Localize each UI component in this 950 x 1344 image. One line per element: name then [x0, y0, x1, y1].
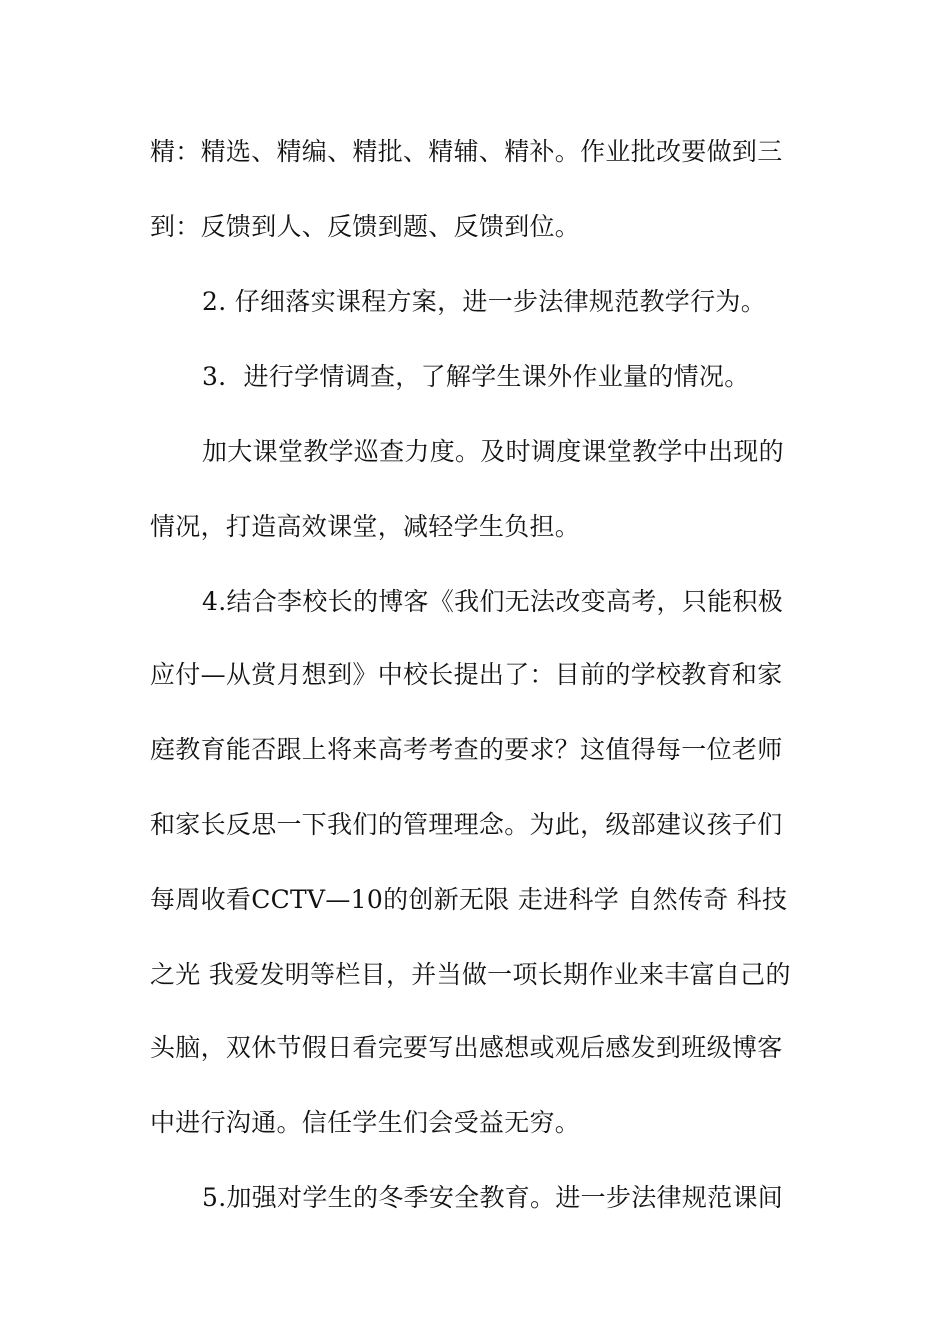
text-line: 5.加强对学生的冬季安全教育。进一步法律规范课间 [202, 1183, 784, 1212]
text-line: 4.结合李校长的博客《我们无法改变高考，只能积极 [202, 587, 784, 616]
text-line: 和家长反思一下我们的管理理念。为此，级部建议孩子们 [150, 810, 783, 839]
text-line: 3．进行学情调查，了解学生课外作业量的情况。 [202, 362, 750, 391]
text-line: 加大课堂教学巡查力度。及时调度课堂教学中出现的 [202, 437, 784, 466]
text-line: 中进行沟通。信任学生们会受益无穷。 [150, 1108, 581, 1137]
text-line: 头脑，双休节假日看完要写出感想或观后感发到班级博客 [150, 1033, 783, 1062]
text-line: 庭教育能否跟上将来高考考查的要求？这值得每一位老师 [150, 735, 783, 764]
text-line: 应付—从赏月想到》中校长提出了：目前的学校教育和家 [150, 660, 783, 689]
text-line: 精：精选、精编、精批、精辅、精补。作业批改要做到三 [150, 137, 783, 166]
text-line: 2. 仔细落实课程方案，进一步法律规范教学行为。 [202, 287, 767, 316]
text-line: 之光 我爱发明等栏目，并当做一项长期作业来丰富自己的 [150, 960, 791, 989]
text-line: 每周收看CCTV—10的创新无限 走进科学 自然传奇 科技 [150, 885, 788, 914]
text-line: 情况，打造高效课堂，减轻学生负担。 [150, 512, 581, 541]
text-line: 到：反馈到人、反馈到题、反馈到位。 [150, 212, 581, 241]
